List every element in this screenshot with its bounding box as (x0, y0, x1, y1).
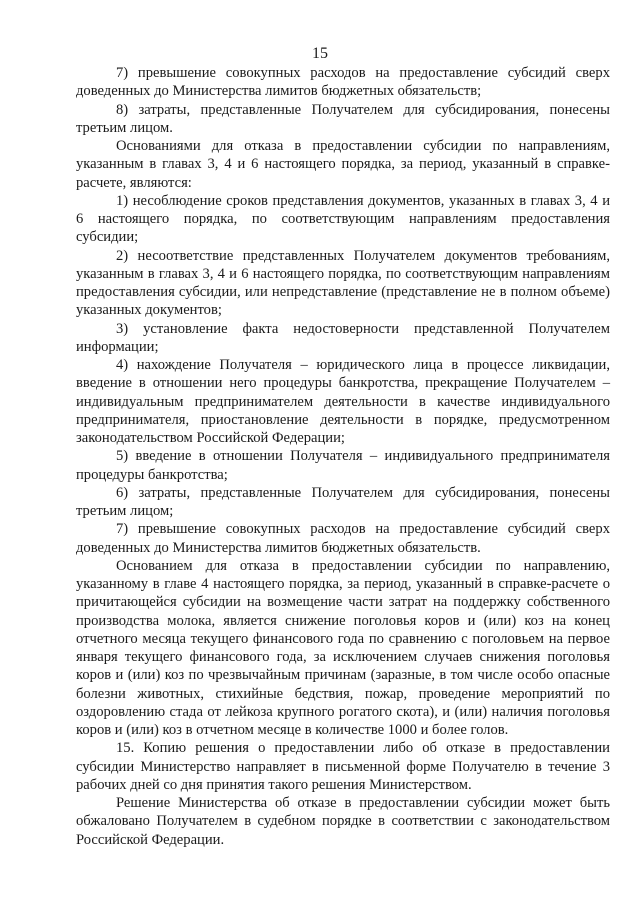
paragraph-item-8-third-party-costs: 8) затраты, представленные Получателем для субсидирования, понесены третьим лицом. (76, 101, 610, 136)
paragraph-section-15: 15. Копию решения о предоставлении либо об отказе в предоставлении субсидии Министерство направляет в письменной форме Получателю в течение 3 рабочих дней со дня принятия такого решения Министерством. (76, 740, 610, 793)
paragraph-ground-6: 6) затраты, представленные Получателем для субсидирования, понесены третьим лицом; (76, 484, 610, 519)
paragraph-ground-2: 2) несоответствие представленных Получателем документов требованиям, указанным в главах 3, 4 и 6 настоящего порядка, по соответствующим направлениям предоставления субсидии, или непредставление (представление не в полном объеме) указанных документов; (76, 247, 610, 319)
paragraph-refusal-grounds-intro: Основаниями для отказа в предоставлении субсидии по направлениям, указанным в главах 3, 4 и 6 настоящего порядка, за период, указанный в справке-расчете, являются: (76, 138, 610, 191)
paragraph-item-7-limits-exceeded: 7) превышение совокупных расходов на предоставление субсидий сверх доведенных до Министерства лимитов бюджетных обязательств; (76, 65, 610, 100)
document-body (76, 64, 610, 849)
paragraph-ground-5: 5) введение в отношении Получателя – индивидуального предпринимателя процедуры банкротства; (76, 448, 610, 483)
paragraph-ground-1: 1) несоблюдение сроков представления документов, указанных в главах 3, 4 и 6 настоящего порядка, по соответствующим направлениям предоставления субсидии; (76, 192, 610, 246)
page-number: 15 (312, 45, 328, 62)
paragraph-ground-3: 3) установление факта недостоверности представленной Получателем информации; (76, 320, 610, 355)
paragraph-milk-refusal-ground: Основанием для отказа в предоставлении субсидии по направлению, указанному в главе 4 настоящего порядка, за период, указанный в справке-расчете о причитающейся субсидии на возмещение части затрат на поддержку собственного производства молока, является снижение поголовья коров и (или) коз на конец отчетного месяца текущего финансового года по сравнению с поголовьем на первое января текущего финансового года, за исключением случаев снижения поголовья коров и (или) коз по чрезвычайным причинам (заразные, в том числе особо опасные болезни животных, стихийные бедствия, пожар, проведение мероприятий по оздоровлению стада от лейкоза крупного рогатого скота), и (или) наличия поголовья коров и (или) коз в отчетном месяце в количестве 1000 и более голов. (76, 557, 610, 738)
paragraph-ground-7: 7) превышение совокупных расходов на предоставление субсидий сверх доведенных до Министерства лимитов бюджетных обязательств. (76, 521, 610, 556)
paragraph-appeal: Решение Министерства об отказе в предоставлении субсидии может быть обжаловано Получателем в судебном порядке в соответствии с законодательством Российской Федерации. (76, 795, 610, 848)
paragraph-ground-4: 4) нахождение Получателя – юридического лица в процессе ликвидации, введение в отношении него процедуры банкротства, прекращение Получателем – индивидуальным предпринимателем деятельности в качестве индивидуального предпринимателя, приостановление деятельности в порядке, предусмотренном законодательством Российской Федерации; (76, 357, 610, 446)
